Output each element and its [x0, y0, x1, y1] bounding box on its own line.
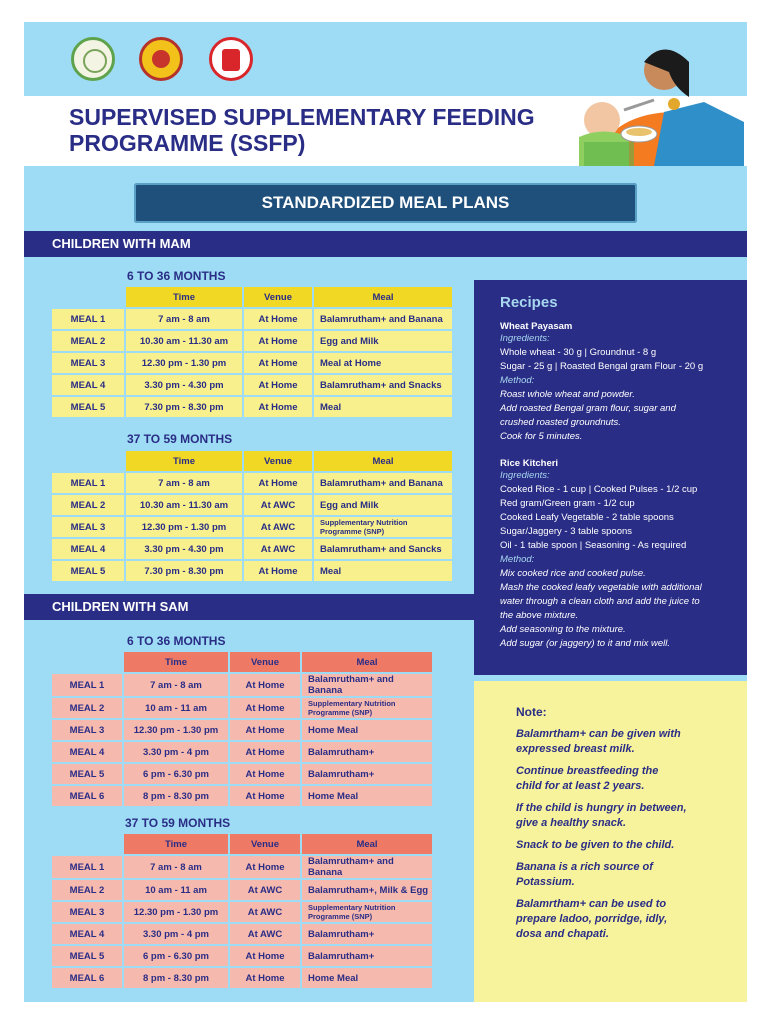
table-row: MEAL 5 6 pm - 6.30 pm At Home Balamrutham+ — [52, 946, 432, 966]
method-line: Roast whole wheat and powder. — [500, 389, 635, 400]
header-meal: Meal — [302, 652, 432, 672]
ingredient-line: Sugar - 25 g | Roasted Bengal gram Flour - 20 g — [500, 361, 704, 372]
table-row: MEAL 5 7.30 pm - 8.30 pm At Home Meal — [52, 397, 452, 417]
table-row: MEAL 1 7 am - 8 am At Home Balamrutham+ and Banana — [52, 309, 452, 329]
header-meal: Meal — [314, 287, 452, 307]
page-title — [69, 104, 549, 156]
sam-section-heading: CHILDREN WITH SAM — [24, 594, 474, 620]
note-panel — [474, 681, 747, 1002]
mam-age-37-59: 37 TO 59 MONTHS — [127, 432, 233, 446]
mam-section-heading: CHILDREN WITH MAM — [24, 231, 747, 257]
table-row: MEAL 2 10.30 am - 11.30 am At Home Egg and Milk — [52, 331, 452, 351]
recipe-name: Wheat Payasam — [500, 321, 573, 332]
title-line-1: SUPERVISED SUPPLEMENTARY FEEDING — [69, 104, 535, 130]
method-line: water through a clean cloth and add the juice to — [500, 596, 700, 607]
header-time: Time — [124, 834, 228, 854]
mam-6-36-table — [50, 285, 454, 419]
header-time: Time — [124, 652, 228, 672]
table-row: MEAL 6 8 pm - 8.30 pm At Home Home Meal — [52, 786, 432, 806]
ingredient-line: Cooked Leafy Vegetable - 2 table spoons — [500, 512, 674, 523]
table-row: MEAL 3 12.30 pm - 1.30 pm At Home Meal at Home — [52, 353, 452, 373]
ingredient-line: Cooked Rice - 1 cup | Cooked Pulses - 1/2 cup — [500, 484, 698, 495]
note-item: Banana is a rich source of Potassium. — [516, 861, 653, 888]
banner-title: STANDARDIZED MEAL PLANS — [261, 193, 510, 212]
method-line: Mash the cooked leafy vegetable with additional — [500, 582, 702, 593]
ingredient-line: Whole wheat - 30 g | Groundnut - 8 g — [500, 347, 657, 358]
table-row: MEAL 5 6 pm - 6.30 pm At Home Balamrutham+ — [52, 764, 432, 784]
sam-age-6-36: 6 TO 36 MONTHS — [127, 634, 226, 648]
mam-37-59-table — [50, 449, 454, 583]
table-row: MEAL 1 7 am - 8 am At Home Balamrutham+ and Banana — [52, 856, 432, 878]
recipes-panel — [474, 280, 747, 675]
note-item: If the child is hungry in between, give a healthy snack. — [516, 802, 687, 829]
method-line: Add seasoning to the mixture. — [500, 624, 626, 635]
title-line-2: PROGRAMME (SSFP) — [69, 130, 306, 156]
ingredient-line: Red gram/Green gram - 1/2 cup — [500, 498, 635, 509]
method-line: Mix cooked rice and cooked pulse. — [500, 568, 646, 579]
method-line: the above mixture. — [500, 610, 579, 621]
women-development-logo — [139, 37, 183, 81]
ingredient-line: Oil - 1 table spoon | Seasoning - As required — [500, 540, 687, 551]
table-row: MEAL 2 10 am - 11 am At Home Supplementary Nutrition Programme (SNP) — [52, 698, 432, 718]
ingredients-label: Ingredients: — [500, 470, 550, 481]
table-row: MEAL 4 3.30 pm - 4.30 pm At Home Balamrutham+ and Snacks — [52, 375, 452, 395]
method-line: crushed roasted groundnuts. — [500, 417, 621, 428]
sam-6-36-table — [50, 650, 434, 808]
method-label: Method: — [500, 554, 535, 565]
table-row: MEAL 1 7 am - 8 am At Home Balamrutham+ and Banana — [52, 473, 452, 493]
sam-age-37-59: 37 TO 59 MONTHS — [125, 816, 231, 830]
header-time: Time — [126, 287, 242, 307]
table-row: MEAL 3 12.30 pm - 1.30 pm At Home Home Meal — [52, 720, 432, 740]
header-venue: Venue — [230, 652, 300, 672]
mother-feeding-child-illustration — [544, 42, 744, 166]
table-row: MEAL 3 12.30 pm - 1.30 pm At AWC Supplementary Nutrition Programme (SNP) — [52, 902, 432, 922]
state-emblem-logo — [71, 37, 115, 81]
ingredient-line: Sugar/Jaggery - 3 table spoons — [500, 526, 633, 537]
recipes-title: Recipes — [500, 294, 558, 311]
header-venue: Venue — [230, 834, 300, 854]
table-row: MEAL 2 10 am - 11 am At AWC Balamrutham+, Milk & Egg — [52, 880, 432, 900]
header-venue: Venue — [244, 451, 312, 471]
method-label: Method: — [500, 375, 535, 386]
recipe-name: Rice Kitcheri — [500, 458, 559, 469]
table-row: MEAL 2 10.30 am - 11.30 am At AWC Egg and Milk — [52, 495, 452, 515]
table-row: MEAL 4 3.30 pm - 4.30 pm At AWC Balamrutham+ and Sancks — [52, 539, 452, 559]
ingredients-label: Ingredients: — [500, 333, 550, 344]
method-line: Add roasted Bengal gram flour, sugar and — [500, 403, 676, 414]
ssfp-poster — [24, 22, 747, 1002]
note-item: Snack to be given to the child. — [516, 839, 675, 851]
meal-plans-banner — [134, 183, 637, 223]
header-venue: Venue — [244, 287, 312, 307]
note-item: Balamrtham+ can be used to prepare ladoo, porridge, idly, dosa and chapati. — [516, 898, 668, 940]
note-item: Balamrtham+ can be given with expressed breast milk. — [516, 728, 681, 755]
table-row: MEAL 5 7.30 pm - 8.30 pm At Home Meal — [52, 561, 452, 581]
table-row: MEAL 4 3.30 pm - 4 pm At Home Balamrutham+ — [52, 742, 432, 762]
table-row: MEAL 6 8 pm - 8.30 pm At Home Home Meal — [52, 968, 432, 988]
method-line: Cook for 5 minutes. — [500, 431, 583, 442]
method-line: Add sugar (or jaggery) to it and mix well. — [500, 638, 671, 649]
table-row: MEAL 1 7 am - 8 am At Home Balamrutham+ and Banana — [52, 674, 432, 696]
note-title: Note: — [516, 705, 547, 719]
table-row: MEAL 3 12.30 pm - 1.30 pm At AWC Supplementary Nutrition Programme (SNP) — [52, 517, 452, 537]
national-health-mission-logo — [209, 37, 253, 81]
note-item: Continue breastfeeding the child for at least 2 years. — [516, 765, 659, 792]
sam-37-59-table — [50, 832, 434, 990]
table-row: MEAL 4 3.30 pm - 4 pm At AWC Balamrutham+ — [52, 924, 432, 944]
mam-age-6-36: 6 TO 36 MONTHS — [127, 269, 226, 283]
header-meal: Meal — [302, 834, 432, 854]
header-meal: Meal — [314, 451, 452, 471]
header-time: Time — [126, 451, 242, 471]
